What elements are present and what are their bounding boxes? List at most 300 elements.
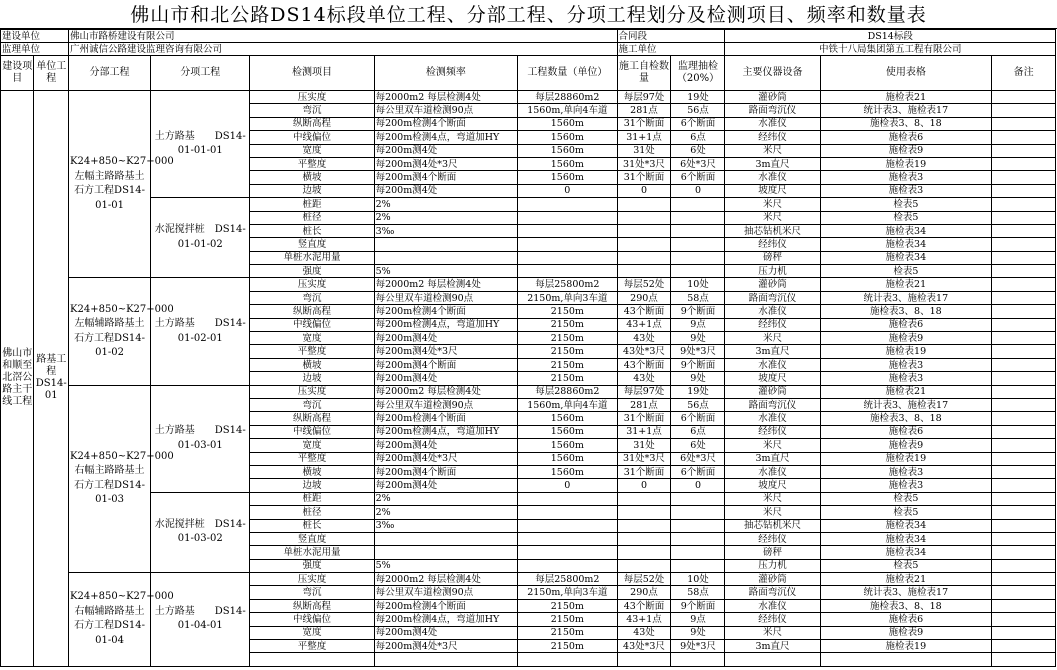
test-item: 桩长 [250,519,374,532]
form-ref: 施检表9 [820,626,992,639]
remarks [992,144,1056,157]
remarks [992,224,1056,237]
form-ref: 施检表34 [820,519,992,532]
test-item: 中线偏位 [250,613,374,626]
spot-check-count: 10处 [671,278,725,291]
spot-check-count: 6个断面 [671,117,725,130]
remarks [992,291,1056,304]
form-ref: 施检表3 [820,465,992,478]
remarks [992,506,1056,519]
header-forms: 使用表格 [820,56,992,91]
frequency: 每2000m2 每层检测4处 [374,91,518,104]
self-check-count: 31个断面 [617,171,671,184]
remarks [992,278,1056,291]
quantity: 1560m,单向4车道 [518,104,617,117]
test-item: 桩长 [250,224,374,237]
form-ref: 施检表34 [820,238,992,251]
quantity: 1560m,单向4车道 [518,398,617,411]
spot-check-count [671,224,725,237]
quantity: 1560m [518,157,617,170]
form-ref: 施检表3 [820,358,992,371]
self-check-count [617,211,671,224]
self-check-count: 43个断面 [617,305,671,318]
form-ref: 统计表3、施检表17 [820,398,992,411]
remarks [992,184,1056,197]
equipment: 路面弯沉仪 [725,398,820,411]
unit-name: 路基工程DS14-01 [34,91,69,667]
equipment: 路面弯沉仪 [725,104,820,117]
remarks [992,345,1056,358]
test-item: 宽度 [250,144,374,157]
spot-check-count: 9处*3尺 [671,345,725,358]
frequency: 每2000m2 每层检测4处 [374,573,518,586]
quantity: 0 [518,479,617,492]
form-ref: 施检表3 [820,184,992,197]
remarks [992,318,1056,331]
spot-check-count: 0 [671,479,725,492]
empty-cell [671,653,725,666]
test-item: 竖直度 [250,532,374,545]
test-item: 弯沉 [250,586,374,599]
frequency: 每200m测4处 [374,144,518,157]
self-check-count: 31+1点 [617,425,671,438]
equipment: 米尺 [725,211,820,224]
spot-check-count: 10处 [671,573,725,586]
subitem-name: 土方路基 DS14-01-02-01 [151,278,250,385]
form-ref: 施检表6 [820,318,992,331]
remarks [992,171,1056,184]
frequency: 每200m测4个断面 [374,171,518,184]
frequency: 每200m检测4个断面 [374,412,518,425]
equipment: 水准仪 [725,599,820,612]
self-check-count: 31个断面 [617,117,671,130]
self-check-count: 281点 [617,104,671,117]
empty-cell [617,653,671,666]
form-ref: 施检表3、8、18 [820,117,992,130]
spot-check-count: 9个断面 [671,305,725,318]
self-check-count: 每层52处 [617,573,671,586]
form-ref: 施检表34 [820,224,992,237]
spot-check-count: 6个断面 [671,412,725,425]
equipment: 水准仪 [725,358,820,371]
test-item: 单桩水泥用量 [250,251,374,264]
form-ref: 统计表3、施检表17 [820,291,992,304]
form-ref: 检表5 [820,198,992,211]
self-check-count: 31处*3尺 [617,452,671,465]
equipment: 路面弯沉仪 [725,586,820,599]
equipment: 坡度尺 [725,372,820,385]
empty-cell [374,653,518,666]
spot-check-count [671,211,725,224]
equipment: 压力机 [725,559,820,572]
remarks [992,412,1056,425]
spot-check-count [671,532,725,545]
self-check-count: 31+1点 [617,131,671,144]
form-ref: 检表5 [820,492,992,505]
quantity: 每层28860m2 [518,91,617,104]
remarks [992,238,1056,251]
table-row [1,573,1056,586]
equipment: 灌砂筒 [725,278,820,291]
empty-cell [820,653,992,666]
equipment: 灌砂筒 [725,91,820,104]
equipment: 水准仪 [725,171,820,184]
remarks [992,626,1056,639]
remarks [992,479,1056,492]
remarks [992,91,1056,104]
equipment: 灌砂筒 [725,385,820,398]
remarks [992,358,1056,371]
spot-check-count: 9处 [671,372,725,385]
frequency: 每200m测4处*3尺 [374,157,518,170]
form-ref: 施检表34 [820,532,992,545]
form-ref: 施检表9 [820,332,992,345]
form-ref: 统计表3、施检表17 [820,586,992,599]
table-row [1,385,1056,398]
self-check-count: 每层97处 [617,385,671,398]
quantity: 2150m [518,358,617,371]
equipment: 经纬仪 [725,425,820,438]
info-label-owner: 建设单位 [1,30,69,43]
equipment: 米尺 [725,198,820,211]
quantity [518,265,617,278]
frequency: 每公里双车道检测90点 [374,291,518,304]
equipment: 水准仪 [725,465,820,478]
spot-check-count: 9个断面 [671,599,725,612]
spot-check-count: 56点 [671,104,725,117]
self-check-count [617,559,671,572]
self-check-count [617,546,671,559]
quantity: 1560m [518,144,617,157]
frequency: 3‰ [374,224,518,237]
form-ref: 施检表19 [820,345,992,358]
table-row [1,278,1056,291]
remarks [992,586,1056,599]
equipment: 水准仪 [725,412,820,425]
test-item: 压实度 [250,385,374,398]
equipment: 3m直尺 [725,157,820,170]
equipment: 经纬仪 [725,131,820,144]
spot-check-count: 9个断面 [671,358,725,371]
test-item: 中线偏位 [250,318,374,331]
remarks [992,398,1056,411]
spot-check-count [671,251,725,264]
quantity: 每层25800m2 [518,278,617,291]
quantity: 2150m [518,305,617,318]
table-row [1,91,1056,104]
division-name: K24+850~K27+000左幅辅路路基土石方工程DS14-01-02 [69,278,151,385]
equipment: 坡度尺 [725,479,820,492]
equipment: 坡度尺 [725,184,820,197]
self-check-count: 每层97处 [617,91,671,104]
test-item: 弯沉 [250,104,374,117]
self-check-count: 290点 [617,291,671,304]
form-ref: 施检表6 [820,425,992,438]
test-item: 纵断高程 [250,412,374,425]
quantity: 每层25800m2 [518,573,617,586]
header-project: 建设项目 [1,56,34,91]
spot-check-count [671,198,725,211]
frequency: 每200m测4处 [374,372,518,385]
remarks [992,640,1056,653]
info-label-contract: 合同段 [617,30,725,43]
header-self-check: 施工自检数量 [617,56,671,91]
frequency [374,238,518,251]
form-ref: 施检表3、8、18 [820,599,992,612]
spot-check-count: 6处*3尺 [671,157,725,170]
equipment: 路面弯沉仪 [725,291,820,304]
form-ref: 施检表21 [820,573,992,586]
test-item: 纵断高程 [250,117,374,130]
quantity: 2150m [518,372,617,385]
self-check-count [617,532,671,545]
form-ref: 施检表19 [820,452,992,465]
info-value-contractor: 中铁十八局集团第五工程有限公司 [725,43,1056,56]
test-item: 压实度 [250,573,374,586]
quantity: 2150m [518,599,617,612]
quantity: 1560m [518,452,617,465]
header-equipment: 主要仪器设备 [725,56,820,91]
remarks [992,265,1056,278]
remarks [992,599,1056,612]
header-unit: 单位工程 [34,56,69,91]
equipment: 磅秤 [725,251,820,264]
remarks [992,385,1056,398]
equipment: 米尺 [725,332,820,345]
spot-check-count: 9点 [671,318,725,331]
spot-check-count [671,546,725,559]
spot-check-count: 6点 [671,131,725,144]
test-item: 平整度 [250,157,374,170]
quantity [518,546,617,559]
subitem-name: 土方路基 DS14-01-03-01 [151,385,250,492]
self-check-count [617,519,671,532]
header-frequency: 检测频率 [374,56,518,91]
remarks [992,251,1056,264]
form-ref: 施检表9 [820,439,992,452]
remarks [992,425,1056,438]
test-item: 边坡 [250,184,374,197]
frequency: 每200m测4处*3尺 [374,452,518,465]
form-ref: 统计表3、施检表17 [820,104,992,117]
test-item: 边坡 [250,372,374,385]
frequency [374,546,518,559]
quantity [518,198,617,211]
frequency: 每200m检测4个断面 [374,117,518,130]
spot-check-count: 9处*3尺 [671,640,725,653]
frequency: 每200m测4处*3尺 [374,640,518,653]
equipment: 经纬仪 [725,613,820,626]
quantity: 2150m,单向3车道 [518,586,617,599]
page-title: 佛山市和北公路DS14标段单位工程、分部工程、分项工程划分及检测项目、频率和数量表 [0,0,1057,29]
form-ref: 施检表6 [820,131,992,144]
equipment: 3m直尺 [725,640,820,653]
equipment: 磅秤 [725,546,820,559]
quantity: 1560m [518,117,617,130]
form-ref: 施检表34 [820,546,992,559]
frequency: 2% [374,211,518,224]
empty-cell [250,653,374,666]
form-ref: 施检表3、8、18 [820,305,992,318]
test-item: 横坡 [250,171,374,184]
test-item: 平整度 [250,452,374,465]
header-subitem: 分项工程 [151,56,250,91]
equipment: 米尺 [725,626,820,639]
test-item: 平整度 [250,640,374,653]
equipment: 水准仪 [725,117,820,130]
test-item: 宽度 [250,626,374,639]
equipment: 3m直尺 [725,452,820,465]
empty-cell [992,653,1056,666]
remarks [992,465,1056,478]
quantity [518,559,617,572]
frequency [374,532,518,545]
quantity [518,224,617,237]
self-check-count [617,198,671,211]
info-value-owner: 佛山市路桥建设有限公司 [69,30,617,43]
equipment: 经纬仪 [725,532,820,545]
quantity: 2150m [518,332,617,345]
remarks [992,211,1056,224]
self-check-count: 281点 [617,398,671,411]
info-value-contract: DS14标段 [725,30,1056,43]
frequency: 每200m检测4点，弯道加HY [374,425,518,438]
spot-check-count: 56点 [671,398,725,411]
form-ref: 检表5 [820,211,992,224]
equipment: 抽芯钻机米尺 [725,519,820,532]
form-ref: 施检表19 [820,640,992,653]
remarks [992,532,1056,545]
frequency: 每200m检测4个断面 [374,599,518,612]
quantity [518,519,617,532]
remarks [992,305,1056,318]
form-ref: 施检表3 [820,171,992,184]
spot-check-count: 0 [671,184,725,197]
test-item: 横坡 [250,358,374,371]
spot-check-count [671,506,725,519]
remarks [992,573,1056,586]
division-name: K24+850~K27+000右幅主路路基土石方工程DS14-01-03 [69,385,151,572]
header-quantity: 工程数量（单位） [518,56,617,91]
frequency: 每200m测4处 [374,439,518,452]
self-check-count: 43处*3尺 [617,640,671,653]
spot-check-count: 6个断面 [671,465,725,478]
self-check-count: 43个断面 [617,358,671,371]
test-item: 纵断高程 [250,305,374,318]
header-remarks: 备注 [992,56,1056,91]
remarks [992,452,1056,465]
remarks [992,559,1056,572]
inspection-table [0,29,1056,667]
frequency: 每200m检测4点，弯道加HY [374,131,518,144]
remarks [992,613,1056,626]
form-ref: 施检表21 [820,278,992,291]
info-value-supervisor: 广州诚信公路建设监理咨询有限公司 [69,43,617,56]
self-check-count: 43+1点 [617,613,671,626]
self-check-count: 0 [617,184,671,197]
project-name: 佛山市和顺至北滘公路主干线工程 [1,91,34,667]
form-ref: 施检表3、8、18 [820,412,992,425]
quantity: 1560m [518,131,617,144]
equipment: 米尺 [725,492,820,505]
self-check-count: 31处*3尺 [617,157,671,170]
self-check-count: 31处 [617,439,671,452]
self-check-count: 31个断面 [617,465,671,478]
form-ref: 检表5 [820,506,992,519]
frequency [374,251,518,264]
division-name: K24+850~K27+000左幅主路路基土石方工程DS14-01-01 [69,91,151,278]
equipment: 压力机 [725,265,820,278]
quantity: 0 [518,184,617,197]
table-row [1,198,1056,211]
quantity: 1560m [518,412,617,425]
remarks [992,492,1056,505]
frequency: 每200m测4处*3尺 [374,345,518,358]
quantity: 1560m [518,465,617,478]
table-row [1,492,1056,505]
spot-check-count [671,519,725,532]
form-ref: 施检表3 [820,372,992,385]
remarks [992,519,1056,532]
frequency: 每200m检测4点，弯道加HY [374,318,518,331]
subitem-name: 水泥搅拌桩 DS14-01-01-02 [151,198,250,278]
form-ref: 施检表21 [820,91,992,104]
frequency: 每200m测4个断面 [374,465,518,478]
spot-check-count [671,238,725,251]
spot-check-count: 6点 [671,425,725,438]
test-item: 横坡 [250,465,374,478]
remarks [992,439,1056,452]
subitem-name: 土方路基 DS14-01-01-01 [151,91,250,198]
self-check-count: 43处*3尺 [617,345,671,358]
equipment: 3m直尺 [725,345,820,358]
quantity [518,492,617,505]
spot-check-count: 19处 [671,385,725,398]
quantity: 2150m [518,640,617,653]
spot-check-count: 9点 [671,613,725,626]
test-item: 宽度 [250,439,374,452]
quantity: 2150m [518,613,617,626]
frequency: 每2000m2 每层检测4处 [374,385,518,398]
self-check-count [617,251,671,264]
spot-check-count: 6个断面 [671,171,725,184]
quantity [518,251,617,264]
remarks [992,198,1056,211]
frequency: 每200m检测4点，弯道加HY [374,613,518,626]
test-item: 竖直度 [250,238,374,251]
self-check-count [617,224,671,237]
subitem-name: 水泥搅拌桩 DS14-01-03-02 [151,492,250,572]
info-label-contractor: 施工单位 [617,43,725,56]
remarks [992,117,1056,130]
remarks [992,157,1056,170]
test-item: 桩距 [250,198,374,211]
frequency: 2% [374,198,518,211]
test-item: 强度 [250,265,374,278]
info-label-supervisor: 监理单位 [1,43,69,56]
remarks [992,372,1056,385]
frequency: 每2000m2 每层检测4处 [374,278,518,291]
quantity: 2150m [518,345,617,358]
header-test-item: 检测项目 [250,56,374,91]
frequency: 每200m测4处 [374,332,518,345]
spot-check-count: 9处 [671,332,725,345]
spot-check-count: 19处 [671,91,725,104]
frequency: 5% [374,559,518,572]
equipment: 水准仪 [725,305,820,318]
remarks [992,546,1056,559]
form-ref: 施检表6 [820,613,992,626]
